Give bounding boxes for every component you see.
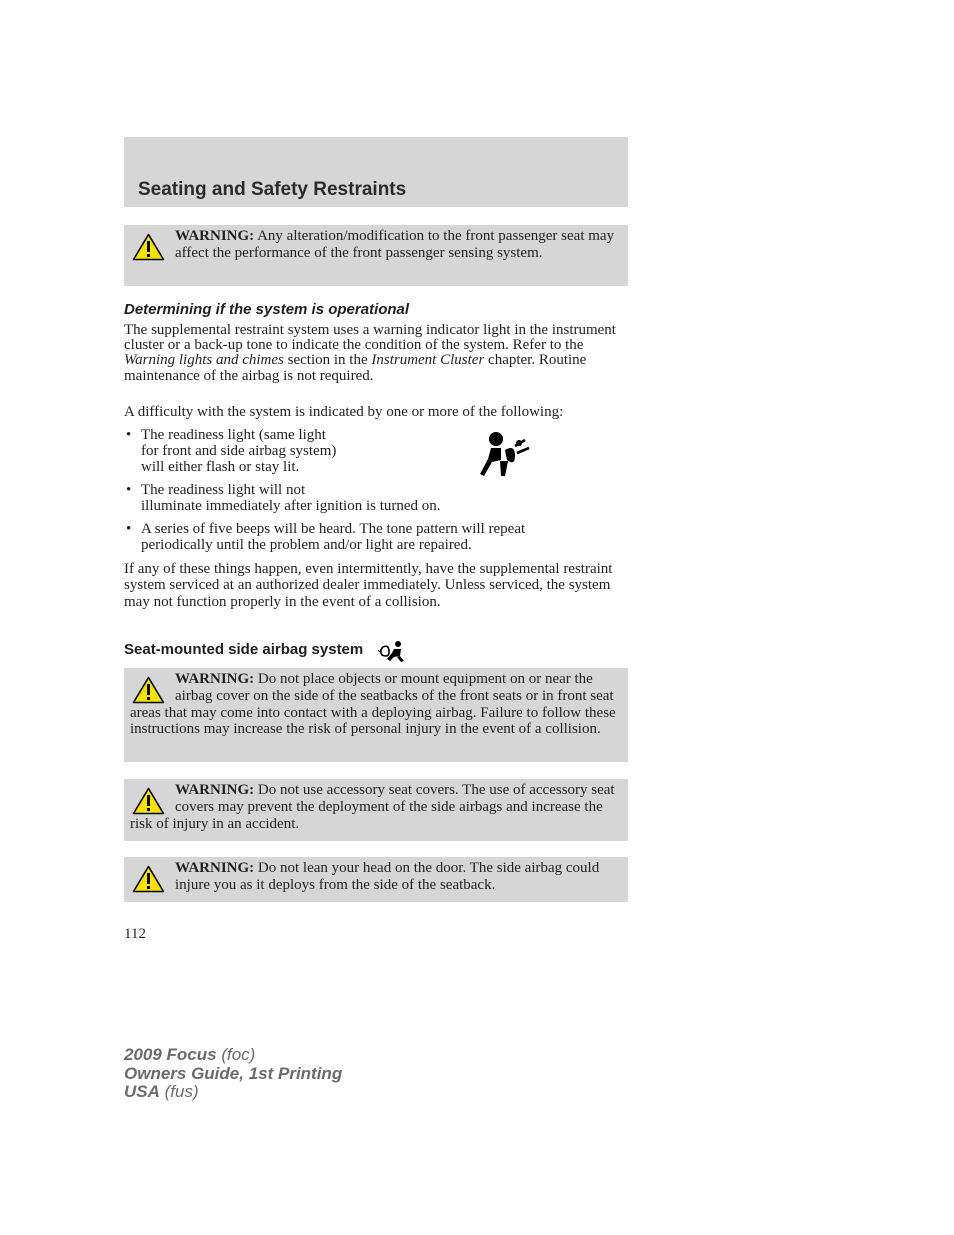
warning-triangle-icon (132, 233, 165, 261)
warning-box (124, 779, 628, 841)
paragraph-italic: Warning lights and chimes (124, 352, 284, 369)
warning-triangle-icon (132, 865, 165, 893)
list-item-line: illuminate immediately after ignition is turned on. (141, 497, 441, 514)
side-airbag-icon (378, 640, 406, 662)
footer-line (124, 1046, 342, 1065)
footer-market: USA (124, 1082, 160, 1102)
page-number: 112 (124, 926, 146, 942)
section-heading: Determining if the system is operational (124, 301, 410, 318)
bullet-dot: • (126, 482, 132, 498)
warning-label: WARNING: (175, 671, 255, 687)
footer-code: (fus) (159, 1082, 199, 1102)
warning-label: WARNING: (175, 228, 255, 244)
footer-model: 2009 Focus (124, 1045, 217, 1064)
list-item-line: will either flash or stay lit. (141, 458, 300, 475)
warning-label: WARNING: (175, 782, 255, 798)
list-item-line: The readiness light (same light (141, 427, 326, 443)
chapter-title: Seating and Safety Restraints (138, 179, 407, 200)
paragraph (124, 323, 630, 384)
warning-text: Do not lean your head on the door. The side airbag could injure you as it deploys from the side of the seatback. (175, 860, 600, 893)
list-item-line: The readiness light will not (141, 482, 306, 498)
paragraph-italic: Instrument Cluster (371, 352, 485, 369)
section-heading: Seat-mounted side airbag system (124, 641, 364, 658)
document-footer (124, 1046, 342, 1102)
warning-box (124, 225, 628, 286)
warning-box (124, 668, 628, 762)
footer-line: Owners Guide, 1st Printing (124, 1063, 343, 1083)
warning-box (124, 857, 628, 902)
warning-triangle-icon (132, 676, 165, 704)
warning-triangle-icon (132, 787, 165, 815)
paragraph-text: chapter. Routine maintenance of the airbag is not required. (124, 352, 587, 384)
bullet-dot: • (126, 521, 132, 537)
warning-text: Do not place objects or mount equipment on or near the airbag cover on the side of the seatbacks of the front seats or in front seat areas that may come into contact with a deploying airbag. Failure to follow these instructions may increase the risk of personal injury in the event of a collision. (130, 671, 616, 738)
footer-line (124, 1083, 342, 1102)
airbag-person-icon (479, 428, 535, 478)
paragraph-text: section in the (283, 352, 372, 369)
footer-code: (foc) (216, 1045, 256, 1064)
chapter-header (124, 137, 628, 207)
paragraph-text: The supplemental restraint system uses a warning indicator light in the instrument cluster or a back-up tone to indicate the condition of the system. Refer to the (124, 322, 616, 354)
warning-text: Do not use accessory seat covers. The use of accessory seat covers may prevent the deployment of the side airbags and increase the risk of injury in an accident. (130, 782, 615, 832)
paragraph: A difficulty with the system is indicated by one or more of the following: (124, 404, 564, 420)
list-item-line: A series of five beeps will be heard. The tone pattern will repeat (141, 521, 526, 537)
paragraph: If any of these things happen, even intermittently, have the supplemental restraint system serviced at an authorized dealer immediately. Unless serviced, the system may not function properly in the event of a collision. (124, 561, 613, 610)
warning-text: Any alteration/modification to the front passenger seat may affect the performance of the front passenger sensing system. (175, 228, 615, 261)
warning-label: WARNING: (175, 860, 255, 876)
bullet-dot: • (126, 427, 132, 443)
list-item-line: periodically until the problem and/or light are repaired. (141, 536, 472, 553)
list-item-line: for front and side airbag system) (141, 442, 337, 459)
